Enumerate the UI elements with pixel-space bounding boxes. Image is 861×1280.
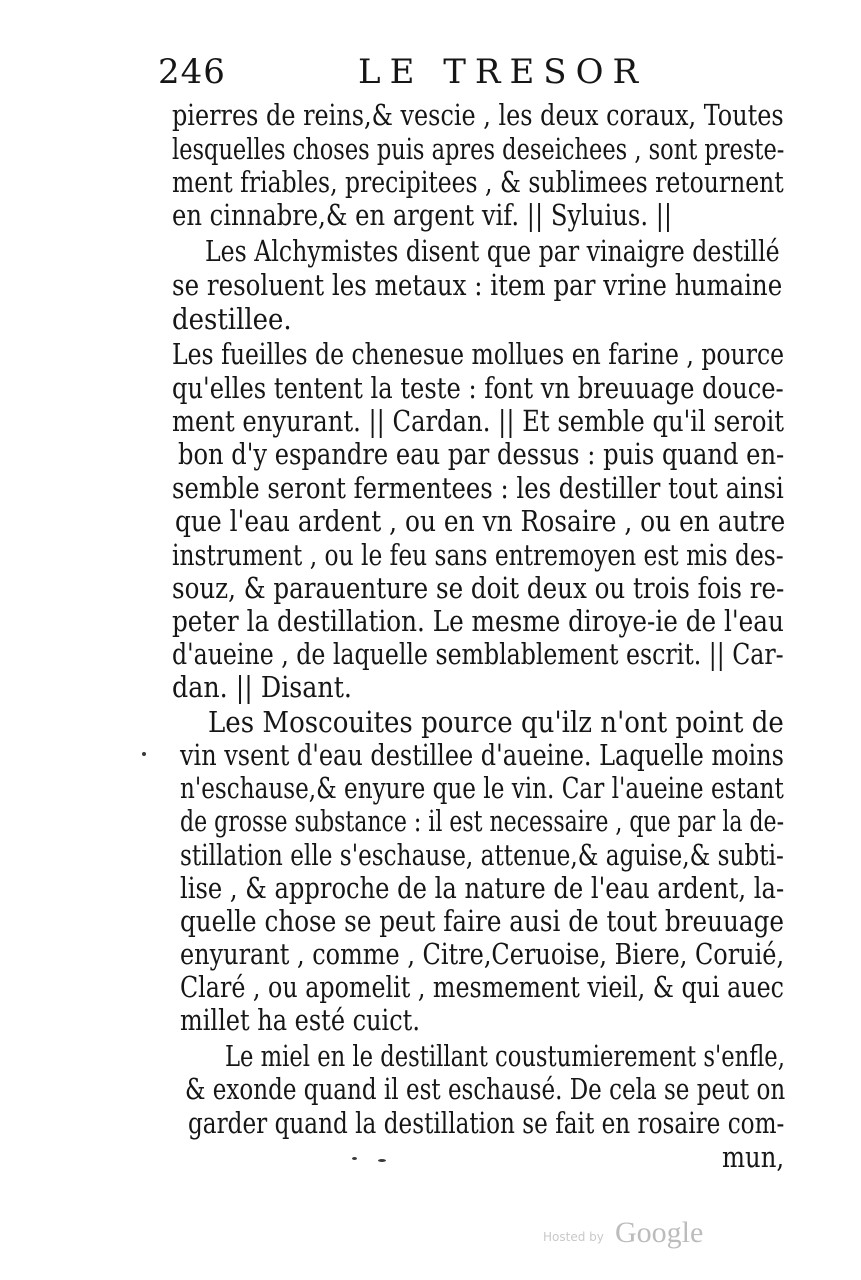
ink-speck [352, 1157, 357, 1160]
text-line: semble seront fermentees : les destiller tout ainsi [172, 471, 784, 505]
running-title: LE TRESOR [358, 52, 648, 92]
text-line: Les Moscouites pource qu'ilz n'ont point de [208, 705, 784, 739]
text-line: ment enyurant. || Cardan. || Et semble qu'il seroit [172, 404, 784, 438]
text-line: pierres de reins,& vescie , les deux coraux, Toutes [172, 98, 784, 132]
text-line: Le miel en le destillant coustumierement s'enfle, [225, 1039, 785, 1073]
text-line: dan. || Disant. [172, 670, 352, 704]
google-logo: Google [615, 1216, 704, 1249]
text-line: & exonde quand il est eschausé. De cela se peut on [185, 1072, 786, 1106]
text-line: lesquelles choses puis apres deseichees , sont preste- [172, 132, 785, 166]
text-line: instrument , ou le feu sans entremoyen est mis des- [172, 538, 784, 572]
hosted-by-label: Hosted by [543, 1230, 604, 1244]
text-line: se resoluent les metaux : item par vrine humaine [172, 268, 783, 302]
text-line: qu'elles tentent la teste : font vn breuuage douce- [172, 371, 784, 405]
text-line: vin vsent d'eau destillee d'aueine. Laquelle moins [180, 738, 784, 772]
text-line: lise , & approche de la nature de l'eau ardent, la- [180, 871, 785, 905]
text-line: garder quand la destillation se fait en rosaire com- [188, 1106, 785, 1140]
page-number: 246 [158, 52, 226, 92]
text-line: peter la destillation. Le mesme diroye-ie de l'eau [172, 604, 784, 638]
text-line: d'aueine , de laquelle semblablement escrit. || Car- [172, 637, 784, 671]
text-line: en cinnabre,& en argent vif. || Syluius. || [172, 198, 673, 232]
catchword: mun, [722, 1140, 785, 1174]
text-line: Les Alchymistes disent que par vinaigre destillé [205, 234, 780, 268]
ink-speck [142, 752, 146, 756]
hosted-by-google-watermark [543, 1216, 723, 1256]
text-line: bon d'y espandre eau par dessus : puis quand en- [178, 437, 785, 471]
text-line: Claré , ou apomelit , mesmement vieil, & qui auec [180, 970, 784, 1004]
text-line: souz, & parauenture se doit deux ou trois fois re- [172, 571, 785, 605]
text-line: que l'eau ardent , ou en vn Rosaire , ou en autre [175, 504, 786, 538]
text-line: millet ha esté cuict. [180, 1003, 420, 1037]
text-line: destillee. [172, 302, 292, 336]
text-line: de grosse substance : il est necessaire , que par la de- [180, 804, 785, 838]
text-line: stillation elle s'eschause, attenue,& aguise,& subti- [180, 838, 784, 872]
text-line: n'eschause,& enyure que le vin. Car l'aueine estant [180, 771, 784, 805]
text-line: Les fueilles de chenesue mollues en farine , pource [172, 337, 785, 371]
text-line: ment friables, precipitees , & sublimees retournent [172, 165, 784, 199]
text-line: quelle chose se peut faire ausi de tout breuuage [180, 904, 784, 938]
text-line: enyurant , comme , Citre,Ceruoise, Biere, Coruié, [180, 937, 785, 971]
ink-speck [378, 1159, 386, 1162]
